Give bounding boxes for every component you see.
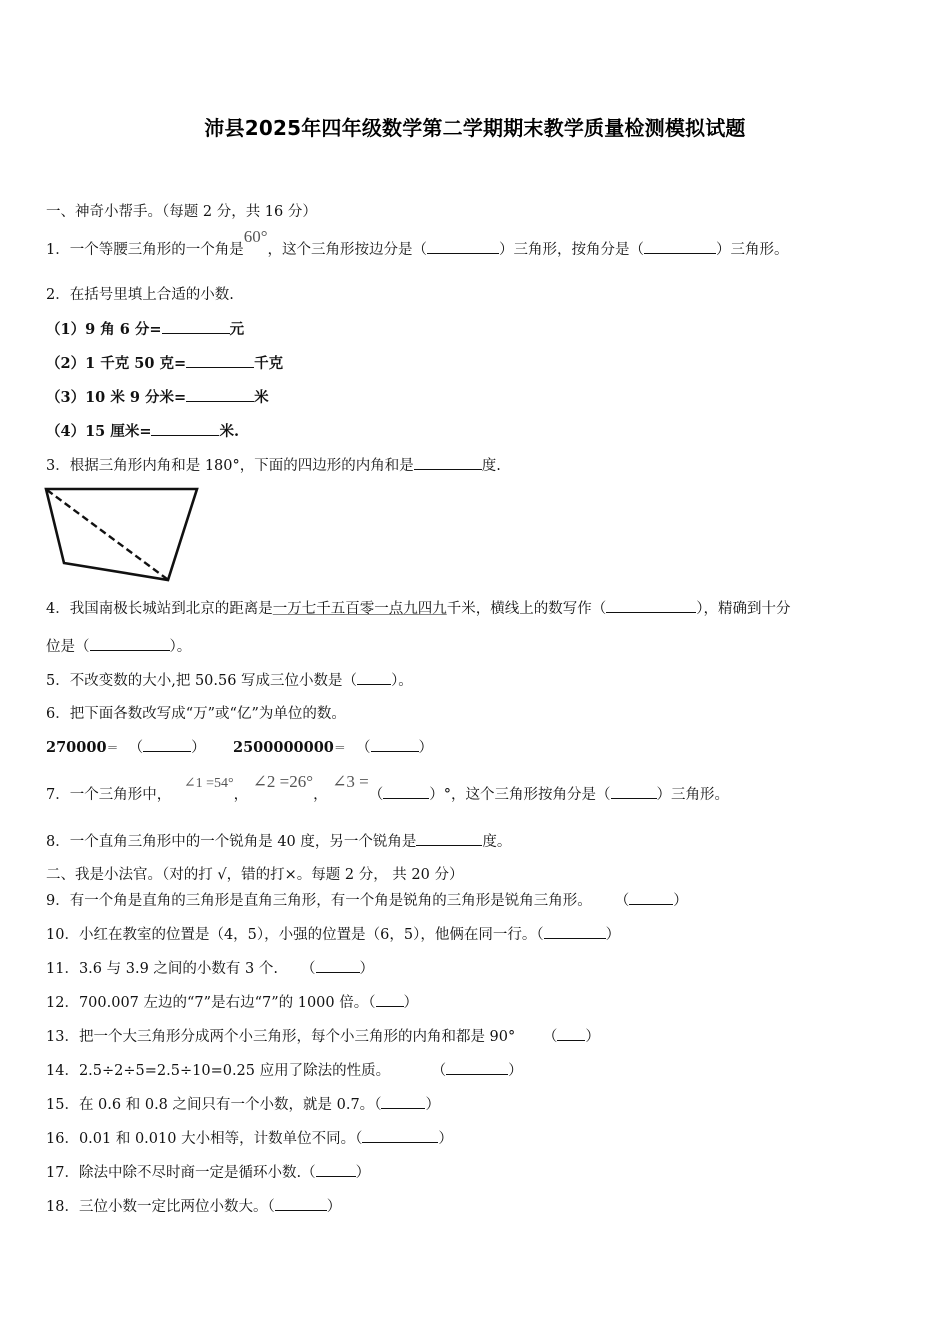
q6-item-1-blank[interactable] bbox=[143, 737, 191, 752]
q9-close: ） bbox=[673, 893, 688, 909]
q10-text: 10．小红在教室的位置是（4，5），小强的位置是（6，5），他俩在同一行。 bbox=[46, 927, 537, 943]
q4-underlined-number: 一万七千五百零一点九四九 bbox=[272, 601, 447, 617]
question-13 bbox=[46, 1026, 600, 1047]
q7-angle-2: ∠2 =26° bbox=[252, 772, 314, 791]
q5-text: 5．不改变数的大小,把 50.56 写成三位小数是（ bbox=[46, 673, 358, 689]
question-17 bbox=[46, 1162, 370, 1183]
q5-post: ）。 bbox=[391, 673, 413, 689]
q4-line2-post: ）。 bbox=[169, 639, 192, 655]
page-title: 沛县2025年四年级数学第二学期期末教学质量检测模拟试题 bbox=[204, 116, 746, 140]
q16-close: ） bbox=[438, 1131, 453, 1147]
q11-open: （ bbox=[301, 961, 316, 977]
q16-text: 16．0.01 和 0.010 大小相等，计数单位不同。 bbox=[46, 1131, 356, 1147]
q5-blank[interactable] bbox=[357, 670, 391, 685]
q14-close: ） bbox=[508, 1063, 523, 1079]
q13-open: （ bbox=[542, 1029, 558, 1045]
q6-item-1 bbox=[46, 737, 206, 758]
q2-part-3-blank[interactable] bbox=[186, 387, 254, 402]
q16-open: （ bbox=[355, 1131, 363, 1147]
q12-close: ） bbox=[403, 995, 418, 1011]
q12-text: 12．700.007 左边的“7”是右边“7”的 1000 倍。 bbox=[46, 995, 369, 1011]
question-3 bbox=[46, 455, 501, 476]
q2-part-4-text: （4）15 厘米= bbox=[46, 423, 152, 440]
q10-open: （ bbox=[536, 927, 544, 943]
q9-text: 9．有一个角是直角的三角形是直角三角形，有一个角是锐角的三角形是锐角三角形。 bbox=[46, 893, 592, 909]
q7-text-pre: 7．一个三角形中， bbox=[46, 787, 172, 803]
q3-unit: 度. bbox=[481, 458, 501, 474]
q15-open: （ bbox=[374, 1097, 382, 1113]
q4-blank-rounded[interactable] bbox=[90, 636, 170, 651]
q1-blank-angle-type[interactable] bbox=[644, 239, 716, 254]
q6-item-2-blank[interactable] bbox=[371, 737, 419, 752]
q2-part-1-blank[interactable] bbox=[162, 319, 230, 334]
q2-part-2-blank[interactable] bbox=[186, 353, 254, 368]
q2-part-1 bbox=[46, 319, 244, 340]
q7-open: （ bbox=[368, 787, 384, 803]
question-18 bbox=[46, 1196, 341, 1217]
q2-part-2-text: （2）1 千克 50 克= bbox=[46, 355, 187, 372]
q17-open: （ bbox=[301, 1165, 316, 1181]
quadrilateral-outline bbox=[46, 489, 197, 580]
q18-close: ） bbox=[326, 1199, 342, 1215]
q14-open: （ bbox=[431, 1063, 447, 1079]
q3-blank[interactable] bbox=[414, 455, 482, 470]
q2-part-2 bbox=[46, 353, 283, 374]
q1-text-mid: ，这个三角形按边分是（ bbox=[267, 242, 428, 258]
q2-part-3-unit: 米 bbox=[254, 389, 269, 406]
dashed-diagonal bbox=[47, 490, 167, 579]
question-4 bbox=[46, 598, 790, 619]
q7-angle-3: ∠3 = bbox=[332, 772, 369, 791]
q6-item-2-equals: ＝ bbox=[333, 741, 346, 755]
q18-open: （ bbox=[267, 1199, 275, 1215]
q4-blank-number[interactable] bbox=[606, 598, 696, 613]
q8-unit: 度。 bbox=[482, 834, 512, 850]
q11-close: ） bbox=[359, 961, 374, 977]
q7-blank-type[interactable] bbox=[611, 784, 657, 799]
q2-part-1-text: （1）9 角 6 分= bbox=[46, 321, 162, 338]
q17-text: 17．除法中除不尽时商一定是循环小数. bbox=[46, 1165, 302, 1181]
q14-answer-blank[interactable] bbox=[446, 1060, 508, 1075]
section-2-heading: 二、我是小法官。（对的打 √，错的打×。每题 2 分， 共 20 分） bbox=[46, 867, 464, 883]
q1-text-post: ）三角形。 bbox=[716, 242, 789, 258]
q12-open: （ bbox=[368, 995, 376, 1011]
q7-sep-2: ， bbox=[313, 787, 328, 803]
quadrilateral-figure bbox=[44, 486, 204, 586]
q4-text-mid: 千米，横线上的数写作（ bbox=[446, 601, 607, 617]
q6-item-1-number: 270000 bbox=[46, 739, 107, 756]
question-4-line-2 bbox=[46, 636, 191, 657]
q7-angle-1: ∠1 =54° bbox=[183, 776, 234, 791]
q1-text-mid2: ）三角形，按角分是（ bbox=[499, 242, 645, 258]
question-12 bbox=[46, 992, 418, 1013]
question-2-stem: 2．在括号里填上合适的小数. bbox=[46, 287, 234, 303]
q7-blank-angle-3[interactable] bbox=[383, 784, 429, 799]
q2-part-3 bbox=[46, 387, 269, 408]
q13-close: ） bbox=[585, 1029, 600, 1045]
q18-text: 18．三位小数一定比两位小数大。 bbox=[46, 1199, 268, 1215]
q15-text: 15．在 0.6 和 0.8 之间只有一个小数，就是 0.7。 bbox=[46, 1097, 375, 1113]
q11-text: 11．3.6 与 3.9 之间的小数有 3 个. bbox=[46, 961, 278, 977]
q16-answer-blank[interactable] bbox=[362, 1128, 438, 1143]
q4-text-mid2: ），精确到十分 bbox=[696, 601, 791, 617]
q8-text: 8．一个直角三角形中的一个锐角是 40 度，另一个锐角是 bbox=[46, 834, 417, 850]
q2-part-4-unit: 米. bbox=[219, 423, 240, 440]
q11-answer-blank[interactable] bbox=[316, 958, 360, 973]
q6-item-2 bbox=[233, 737, 433, 758]
q6-item-1-equals: ＝ bbox=[106, 741, 119, 755]
q13-answer-blank[interactable] bbox=[557, 1026, 585, 1041]
question-10 bbox=[46, 924, 620, 945]
q1-blank-side-type[interactable] bbox=[427, 239, 499, 254]
q6-item-2-open: （ bbox=[356, 740, 371, 756]
question-16 bbox=[46, 1128, 453, 1149]
q7-text-post: ）三角形。 bbox=[656, 787, 730, 803]
q4-line2-pre: 位是（ bbox=[46, 639, 90, 655]
q18-answer-blank[interactable] bbox=[275, 1196, 327, 1211]
q15-answer-blank[interactable] bbox=[381, 1094, 425, 1109]
section-1-heading: 一、神奇小帮手。（每题 2 分，共 16 分） bbox=[46, 204, 317, 220]
q17-close: ） bbox=[355, 1165, 371, 1181]
q2-part-2-unit: 千克 bbox=[254, 355, 284, 372]
q7-text-mid: ）°，这个三角形按角分是（ bbox=[429, 787, 611, 803]
q7-sep-1: ， bbox=[233, 787, 249, 803]
q2-part-4 bbox=[46, 421, 239, 442]
q17-answer-blank[interactable] bbox=[316, 1162, 356, 1177]
question-15 bbox=[46, 1094, 440, 1115]
question-1 bbox=[46, 227, 789, 260]
q14-text: 14．2.5÷2÷5=2.5÷10=0.25 应用了除法的性质。 bbox=[46, 1063, 391, 1079]
question-7 bbox=[46, 772, 730, 806]
q9-open: （ bbox=[614, 893, 630, 909]
q1-angle-value: 60° bbox=[243, 227, 268, 246]
q2-part-1-unit: 元 bbox=[229, 321, 245, 338]
question-11 bbox=[46, 958, 374, 979]
q4-text-pre: 4．我国南极长城站到北京的距离是 bbox=[46, 601, 273, 617]
q3-text: 3．根据三角形内角和是 180°，下面的四边形的内角和是 bbox=[46, 458, 414, 474]
q10-answer-blank[interactable] bbox=[544, 924, 606, 939]
q6-item-1-open: （ bbox=[128, 740, 144, 756]
q2-part-3-text: （3）10 米 9 分米= bbox=[46, 389, 187, 406]
question-9 bbox=[46, 890, 688, 911]
q13-text: 13．把一个大三角形分成两个小三角形，每个小三角形的内角和都是 90° bbox=[46, 1029, 516, 1045]
q1-text-pre: 1．一个等腰三角形的一个角是 bbox=[46, 242, 244, 258]
question-5 bbox=[46, 670, 413, 691]
q8-blank[interactable] bbox=[416, 831, 482, 846]
question-14 bbox=[46, 1060, 523, 1081]
question-6-stem: 6．把下面各数改写成“万”或“亿”为单位的数。 bbox=[46, 706, 346, 722]
question-8 bbox=[46, 831, 511, 852]
q10-close: ） bbox=[605, 927, 621, 943]
q2-part-4-blank[interactable] bbox=[151, 421, 219, 436]
q6-item-2-number: 2500000000 bbox=[233, 739, 334, 756]
q15-close: ） bbox=[425, 1097, 440, 1113]
q6-item-2-close: ） bbox=[418, 740, 434, 756]
q9-answer-blank[interactable] bbox=[629, 890, 673, 905]
q6-item-1-close: ） bbox=[191, 740, 206, 756]
q12-answer-blank[interactable] bbox=[376, 992, 404, 1007]
